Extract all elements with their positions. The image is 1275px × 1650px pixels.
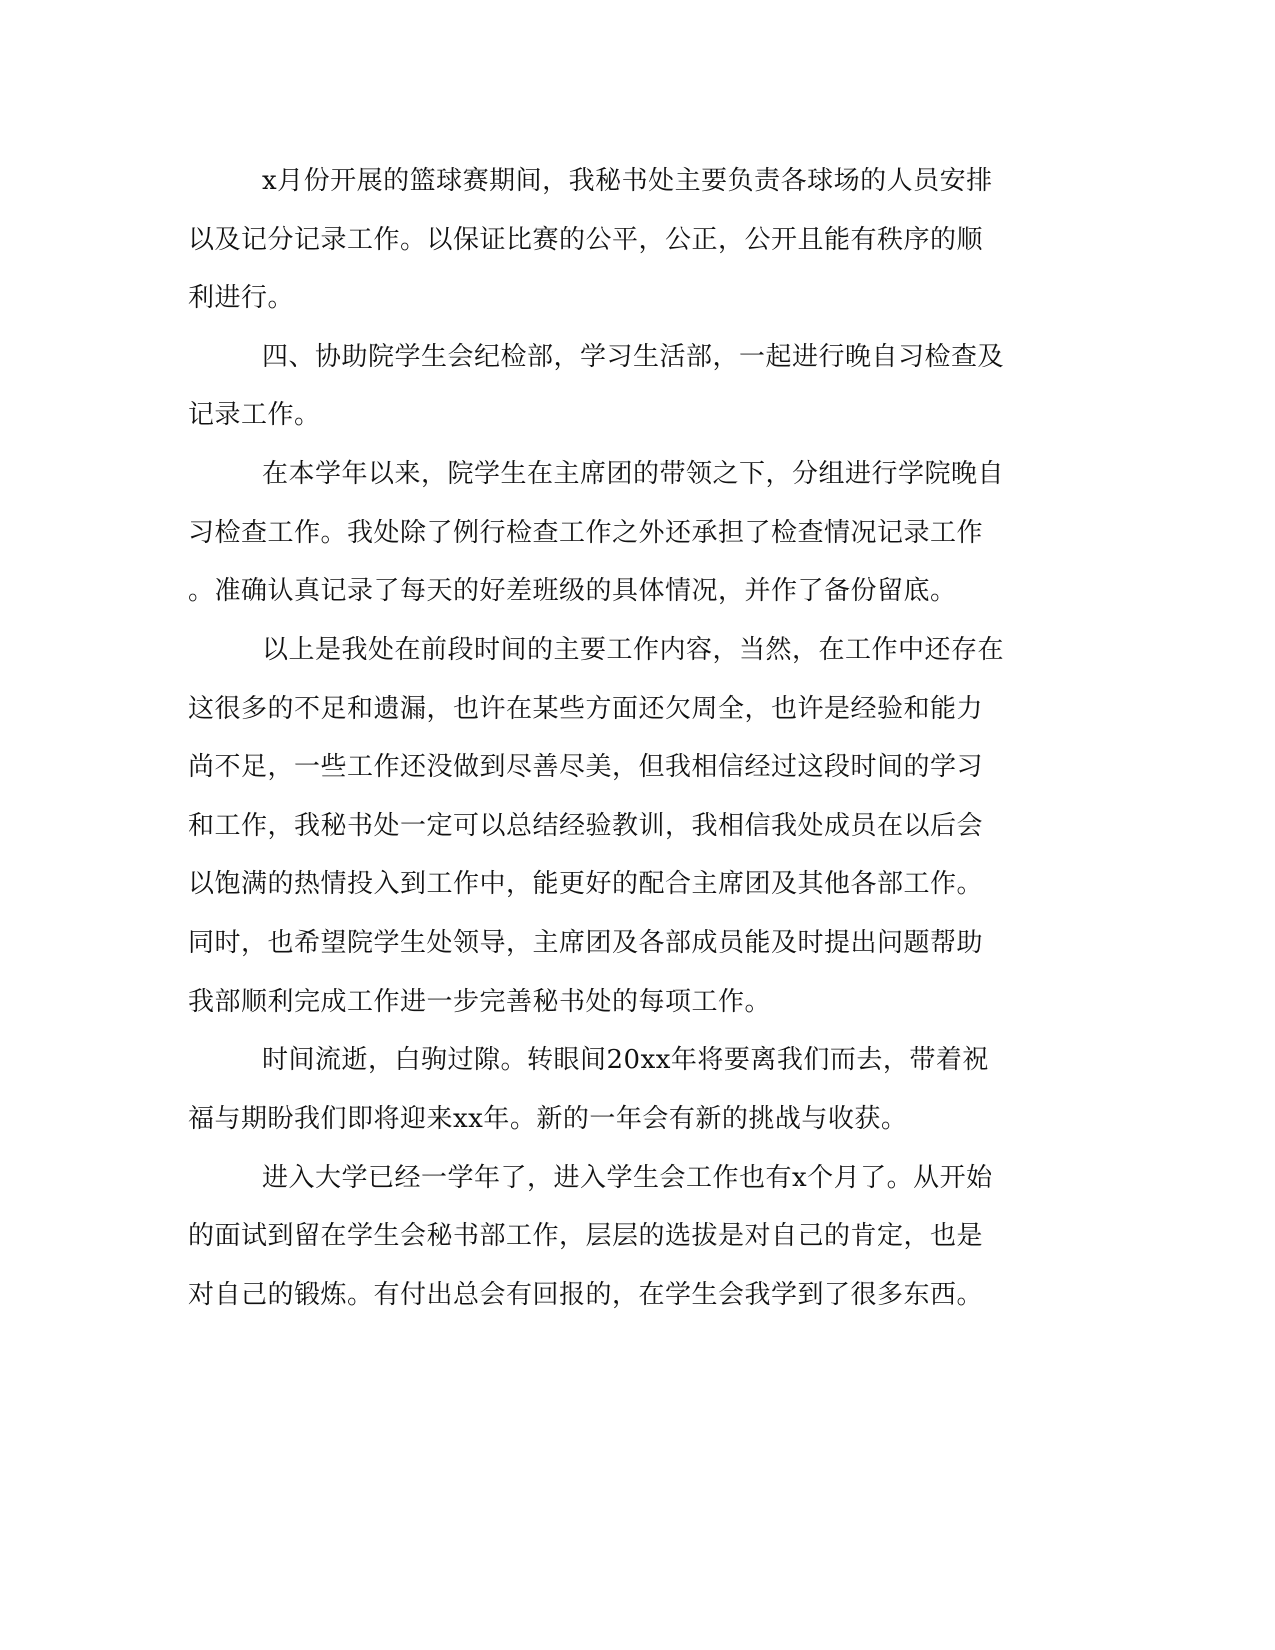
text-line: 和工作，我秘书处一定可以总结经验教训，我相信我处成员在以后会 bbox=[188, 811, 984, 841]
text-line: 以饱满的热情投入到工作中，能更好的配合主席团及其他各部工作。 bbox=[188, 869, 984, 899]
text-line: 我部顺利完成工作进一步完善秘书处的每项工作。 bbox=[188, 987, 772, 1017]
text-line: 进入大学已经一学年了，进入学生会工作也有x个月了。从开始 bbox=[262, 1163, 993, 1193]
text-line: 时间流逝，白驹过隙。转眼间20xx年将要离我们而去，带着祝 bbox=[262, 1045, 989, 1075]
text-line: 同时，也希望院学生处领导，主席团及各部成员能及时提出问题帮助 bbox=[188, 928, 984, 958]
text-line: 四、协助院学生会纪检部，学习生活部，一起进行晚自习检查及 bbox=[262, 342, 1005, 372]
text-line: x月份开展的篮球赛期间，我秘书处主要负责各球场的人员安排 bbox=[262, 166, 993, 196]
text-line: 这很多的不足和遗漏，也许在某些方面还欠周全，也许是经验和能力 bbox=[188, 694, 984, 724]
text-line: 。准确认真记录了每天的好差班级的具体情况，并作了备份留底。 bbox=[188, 576, 957, 606]
text-line: 福与期盼我们即将迎来xx年。新的一年会有新的挑战与收获。 bbox=[188, 1104, 908, 1134]
text-line: 以及记分记录工作。以保证比赛的公平，公正，公开且能有秩序的顺 bbox=[188, 225, 984, 255]
text-line: 记录工作。 bbox=[188, 400, 321, 430]
text-line: 对自己的锻炼。有付出总会有回报的，在学生会我学到了很多东西。 bbox=[188, 1280, 984, 1310]
text-line: 利进行。 bbox=[188, 283, 295, 313]
text-line: 以上是我处在前段时间的主要工作内容，当然，在工作中还存在 bbox=[262, 635, 1005, 665]
text-line: 在本学年以来，院学生在主席团的带领之下，分组进行学院晚自 bbox=[262, 459, 1005, 489]
text-line: 的面试到留在学生会秘书部工作，层层的选拔是对自己的肯定，也是 bbox=[188, 1221, 984, 1251]
text-line: 尚不足，一些工作还没做到尽善尽美，但我相信经过这段时间的学习 bbox=[188, 752, 984, 782]
text-line: 习检查工作。我处除了例行检查工作之外还承担了检查情况记录工作 bbox=[188, 518, 984, 548]
